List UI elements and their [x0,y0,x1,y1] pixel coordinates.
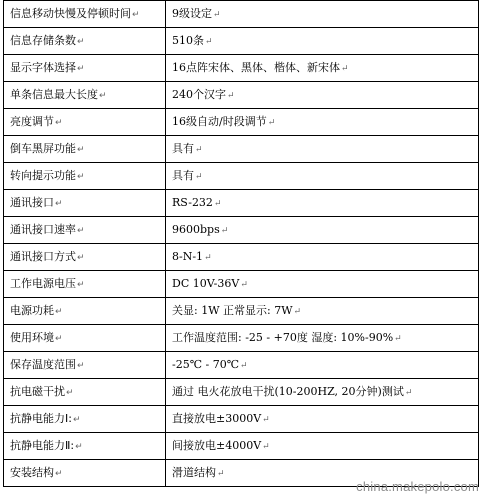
spec-value-cell [166,55,479,82]
spec-value: 工作温度范围: -25 - +70度 湿度: 10%-90% [172,330,394,344]
spec-label: 单条信息最大长度 [10,87,98,101]
spec-value: 关显: 1W 正常显示: 7W [172,303,293,317]
spec-value-cell [166,1,479,28]
spec-value-cell [166,82,479,109]
spec-label-cell [4,433,166,460]
spec-value: RS-232 [172,195,213,209]
spec-value-cell [166,271,479,298]
spec-value: 通过 电火花放电干扰(10-200HZ, 20分钟)测试 [172,384,404,398]
table-row [4,190,479,217]
paragraph-mark-icon: ↵ [267,117,276,128]
spec-value: 240个汉字 [172,87,226,101]
paragraph-mark-icon: ↵ [77,144,85,155]
spec-value-cell [166,217,479,244]
paragraph-mark-icon: ↵ [132,9,140,20]
spec-value-cell [166,298,479,325]
table-row [4,136,479,163]
paragraph-mark-icon: ↵ [227,90,235,101]
spec-label: 电源功耗 [10,303,54,317]
spec-sheet [3,0,479,487]
spec-value-cell [166,109,479,136]
spec-label: 倒车黑屏功能 [10,141,76,155]
spec-value: 间接放电±4000V [172,438,262,452]
spec-value: 9级设定 [172,6,212,20]
table-row [4,163,479,190]
spec-label: 安装结构 [10,465,54,479]
paragraph-mark-icon: ↵ [240,279,248,290]
spec-label-cell [4,352,166,379]
table-row [4,379,479,406]
paragraph-mark-icon: ↵ [394,333,402,344]
spec-label-cell [4,217,166,244]
paragraph-mark-icon: ↵ [77,279,85,290]
paragraph-mark-icon: ↵ [77,360,85,371]
spec-value: DC 10V-36V [172,276,240,290]
spec-label: 工作电源电压 [10,276,76,290]
table-row [4,217,479,244]
spec-label: 转向提示功能 [10,168,76,182]
paragraph-mark-icon: ↵ [341,63,349,74]
paragraph-mark-icon: ↵ [217,468,225,479]
table-row [4,406,479,433]
spec-label-cell [4,379,166,406]
paragraph-mark-icon: ↵ [293,306,302,317]
table-row [4,271,479,298]
spec-value-cell [166,136,479,163]
spec-label-cell [4,163,166,190]
paragraph-mark-icon: ↵ [55,468,63,479]
paragraph-mark-icon: ↵ [240,360,248,371]
spec-label: 亮度调节 [10,114,54,128]
spec-value-cell [166,163,479,190]
spec-value: 具有 [172,141,194,155]
spec-label-cell [4,460,166,487]
paragraph-mark-icon: ↵ [77,36,85,47]
spec-label: 抗静电能力Ⅱ: [10,438,75,452]
spec-value: 8-N-1 [172,249,204,263]
paragraph-mark-icon: ↵ [99,90,107,101]
spec-value: 具有 [172,168,194,182]
spec-label: 信息移动快慢及停顿时间 [10,6,131,20]
spec-table [3,0,479,487]
spec-label: 信息存储条数 [10,33,76,47]
spec-label: 显示字体选择 [10,60,76,74]
paragraph-mark-icon: ↵ [72,414,81,425]
paragraph-mark-icon: ↵ [55,306,63,317]
spec-value: 9600bps [172,222,220,236]
spec-value-cell [166,190,479,217]
spec-value-cell [166,379,479,406]
spec-label-cell [4,82,166,109]
paragraph-mark-icon: ↵ [205,36,213,47]
spec-label-cell [4,109,166,136]
spec-value-cell [166,406,479,433]
paragraph-mark-icon: ↵ [77,171,85,182]
spec-label: 使用环境 [10,330,54,344]
table-row [4,1,479,28]
spec-label: 抗静电能力Ⅰ: [10,411,72,425]
spec-label-cell [4,406,166,433]
paragraph-mark-icon: ↵ [262,441,270,452]
paragraph-mark-icon: ↵ [55,333,63,344]
paragraph-mark-icon: ↵ [77,63,85,74]
paragraph-mark-icon: ↵ [66,387,74,398]
spec-value: 16级自动/时段调节 [172,114,267,128]
paragraph-mark-icon: ↵ [220,225,229,236]
spec-value: 16点阵宋体、黑体、楷体、新宋体 [172,60,340,74]
spec-value-cell [166,244,479,271]
paragraph-mark-icon: ↵ [75,441,83,452]
paragraph-mark-icon: ↵ [262,414,270,425]
paragraph-mark-icon: ↵ [195,144,203,155]
spec-value: 510条 [172,33,204,47]
paragraph-mark-icon: ↵ [213,198,222,209]
paragraph-mark-icon: ↵ [55,198,63,209]
spec-label: 通讯接口速率 [10,222,76,236]
spec-label-cell [4,190,166,217]
paragraph-mark-icon: ↵ [204,252,212,263]
spec-label-cell [4,55,166,82]
paragraph-mark-icon: ↵ [77,252,85,263]
paragraph-mark-icon: ↵ [77,225,85,236]
paragraph-mark-icon: ↵ [213,9,221,20]
spec-label-cell [4,136,166,163]
spec-value-cell [166,433,479,460]
spec-label: 通讯接口方式 [10,249,76,263]
spec-label-cell [4,271,166,298]
spec-label-cell [4,1,166,28]
spec-value-cell [166,325,479,352]
table-row [4,244,479,271]
spec-label-cell [4,28,166,55]
spec-value: 滑道结构 [172,465,216,479]
table-row [4,433,479,460]
spec-value-cell [166,352,479,379]
spec-label: 保存温度范围 [10,357,76,371]
table-row [4,55,479,82]
spec-label-cell [4,325,166,352]
paragraph-mark-icon: ↵ [195,171,203,182]
table-row [4,82,479,109]
spec-label-cell [4,244,166,271]
spec-value: -25℃ - 70℃ [172,357,240,371]
table-row [4,28,479,55]
spec-label: 抗电磁干扰 [10,384,65,398]
table-row [4,109,479,136]
paragraph-mark-icon: ↵ [55,117,63,128]
spec-label: 通讯接口 [10,195,54,209]
paragraph-mark-icon: ↵ [404,387,413,398]
spec-label-cell [4,298,166,325]
table-row [4,352,479,379]
table-row [4,325,479,352]
table-row [4,298,479,325]
site-watermark: china.makepolo.com [356,479,479,494]
spec-value: 直接放电±3000V [172,411,262,425]
spec-value-cell [166,28,479,55]
